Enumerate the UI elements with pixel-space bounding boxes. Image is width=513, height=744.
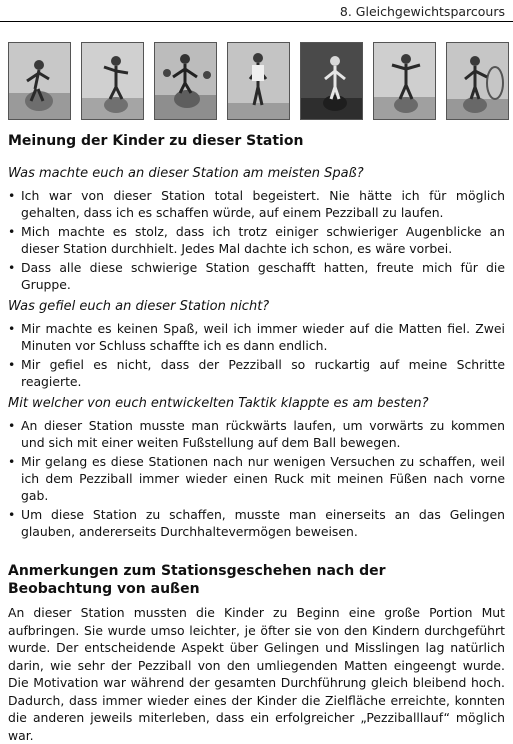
answers-tactic [8,417,505,540]
opinion-heading: Meinung der Kinder zu dieser Station [8,133,304,149]
answers-most-fun [8,187,505,293]
answers-disliked [8,320,505,390]
bullet-icon: • [8,321,16,336]
photo-strip [8,42,505,121]
list-item: • Mir machte es keinen Spaß, weil ich immer wieder auf die Matten fiel. Zwei Minuten vor Schluss schaffte ich es dann endlich. [8,321,505,353]
header-divider [0,21,513,22]
question-disliked: Was gefiel euch an dieser Station nicht? [8,299,270,314]
remarks-heading-line-1: Anmerkungen zum Stationsgeschehen nach der [8,563,386,579]
bullet-icon: • [8,260,16,275]
remarks-section [8,562,505,744]
bullet-icon: • [8,224,16,239]
bullet-icon: • [8,418,16,433]
list-item: • Um diese Station zu schaffen, musste man einerseits an das Gelingen glauben, andererseits Durchhaltevermögen beweisen. [8,507,505,539]
photo-4 [227,42,290,120]
list-item: • Mir gelang es diese Stationen nach nur wenigen Versuchen zu schaffen, weil ich dem Pezziball immer wieder einen Ruck mit meinen Füßen nach vorne gab. [8,454,505,503]
photo-5 [300,42,363,120]
remarks-paragraph: An dieser Station mussten die Kinder zu Beginn eine große Portion Mut aufbringen. Sie wurde umso leichter, je öfter sie von den Kindern durchgeführt wurde. Der entscheidende Aspekt über Gelingen und Misslingen lag natürlich darin, wie sehr der Pezziball von den umliegenden Matten eingeengt wurde. Die Motivation war während der gesamten Durchführung gleich bleibend hoch. Dadurch, dass immer wieder eines der Kinder die Zielfläche erreichte, konnten die anderen jeweils miterleben, dass ein erfolgreicher „Pezziballlauf“ möglich war. [8,605,505,743]
photo-7 [446,42,509,120]
question-tactic: Mit welcher von euch entwickelten Taktik klappte es am besten? [8,396,429,411]
list-item: • Ich war von dieser Station total begeistert. Nie hätte ich für möglich gehalten, dass ich es schaffen würde, auf einem Pezziball zu laufen. [8,188,505,220]
bullet-icon: • [8,454,16,469]
bullet-icon: • [8,507,16,522]
photo-2 [81,42,144,120]
photo-3 [154,42,217,120]
photo-1 [8,42,71,120]
remarks-heading-line-2: Beobachtung von außen [8,581,200,597]
list-item: • Mir gefiel es nicht, dass der Pezziball so ruckartig auf meine Schritte reagierte. [8,357,505,389]
main-content [8,132,505,744]
list-item: • Dass alle diese schwierige Station geschafft hatten, freute mich für die Gruppe. [8,260,505,292]
bullet-icon: • [8,188,16,203]
list-item: • Mich machte es stolz, dass ich trotz einiger schwieriger Augenblicke an dieser Station durchhielt. Jedes Mal dachte ich schon, es wäre vorbei. [8,224,505,256]
list-item: • An dieser Station musste man rückwärts laufen, um vorwärts zu kommen und sich mit einer weiten Fußstellung auf dem Ball bewegen. [8,418,505,450]
remarks-heading [8,562,505,598]
page-header-section-title: 8. Gleichgewichtsparcours [339,4,505,19]
bullet-icon: • [8,357,16,372]
photo-6 [373,42,436,120]
question-most-fun: Was machte euch an dieser Station am meisten Spaß? [8,166,364,181]
